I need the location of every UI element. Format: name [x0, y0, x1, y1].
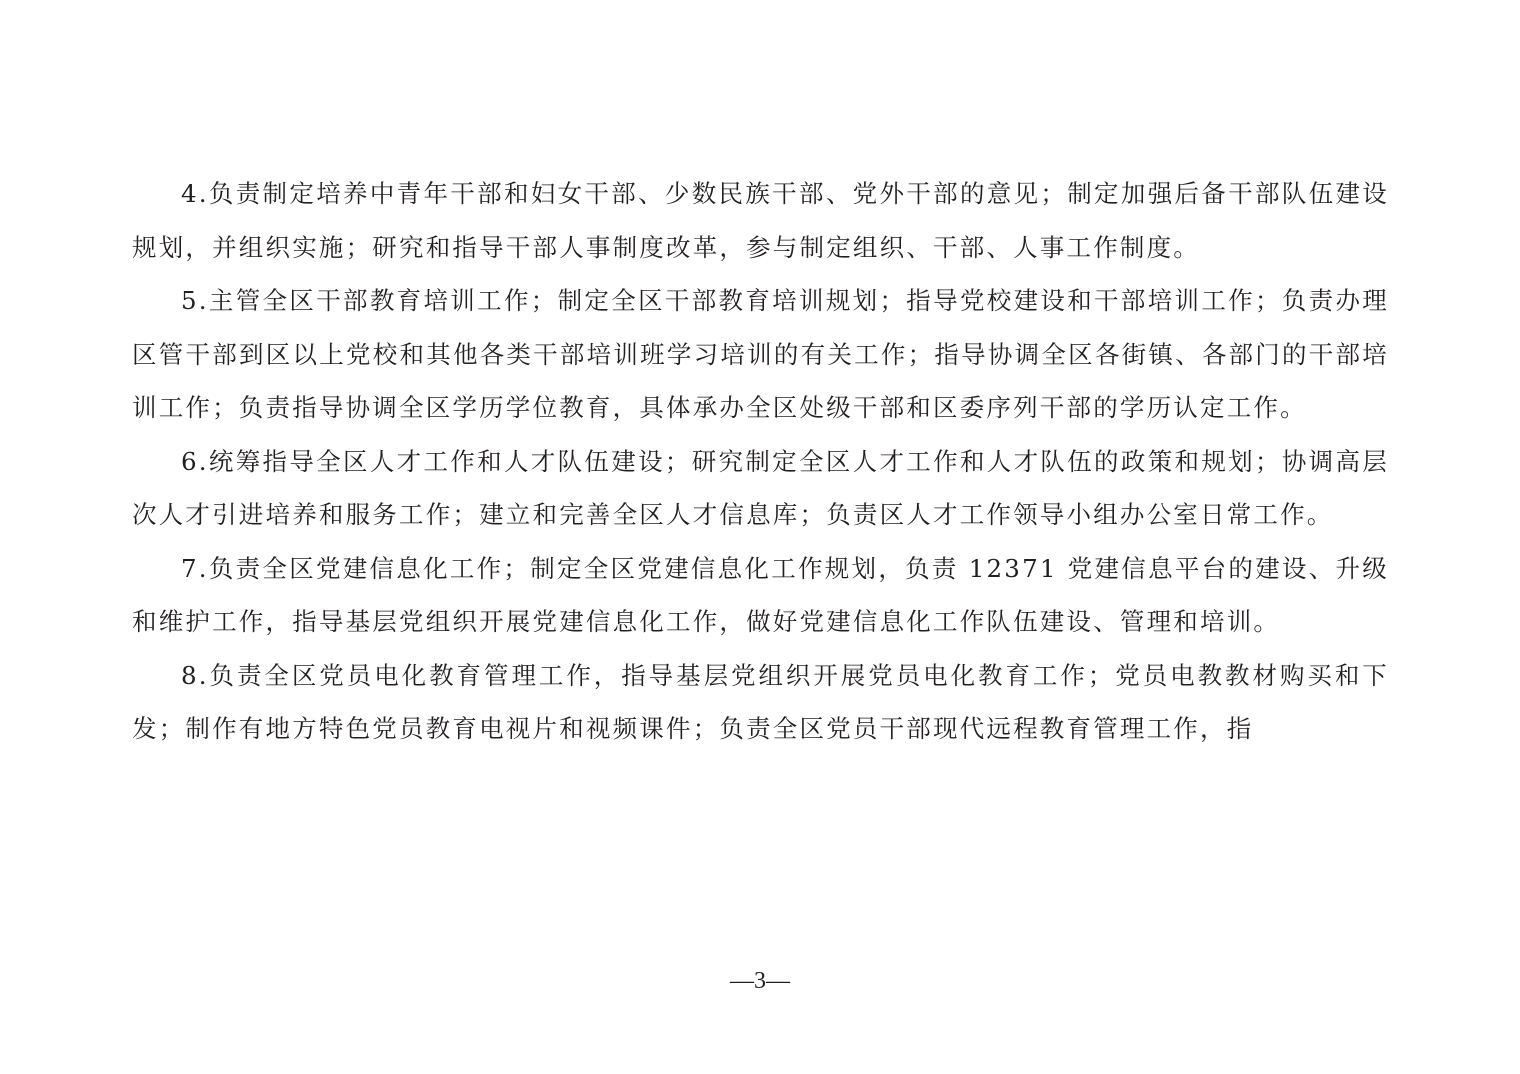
page-number: —3— [730, 968, 790, 994]
paragraph-item-6: 6.统筹指导全区人才工作和人才队伍建设；研究制定全区人才工作和人才队伍的政策和规划；协调高层次人才引进培养和服务工作；建立和完善全区人才信息库；负责区人才工作领导小组办公室日常工作。 [132, 446, 1389, 529]
paragraph-item-8: 8.负责全区党员电化教育管理工作，指导基层党组织开展党员电化教育工作；党员电教教材购买和下发；制作有地方特色党员教育电视片和视频课件；负责全区党员干部现代远程教育管理工作，指 [132, 660, 1389, 743]
paragraph-item-4: 4.负责制定培养中青年干部和妇女干部、少数民族干部、党外干部的意见；制定加强后备干部队伍建设规划，并组织实施；研究和指导干部人事制度改革，参与制定组织、干部、人事工作制度。 [132, 179, 1389, 262]
body-text [132, 167, 1389, 756]
paragraph-item-7: 7.负责全区党建信息化工作；制定全区党建信息化工作规划，负责 12371 党建信息平台的建设、升级和维护工作，指导基层党组织开展党建信息化工作，做好党建信息化工作队伍建设、管理和培训。 [132, 553, 1389, 636]
paragraph-item-5: 5.主管全区干部教育培训工作；制定全区干部教育培训规划；指导党校建设和干部培训工作；负责办理区管干部到区以上党校和其他各类干部培训班学习培训的有关工作；指导协调全区各街镇、各部门的干部培训工作；负责指导协调全区学历学位教育，具体承办全区处级干部和区委序列干部的学历认定工作。 [132, 286, 1389, 422]
